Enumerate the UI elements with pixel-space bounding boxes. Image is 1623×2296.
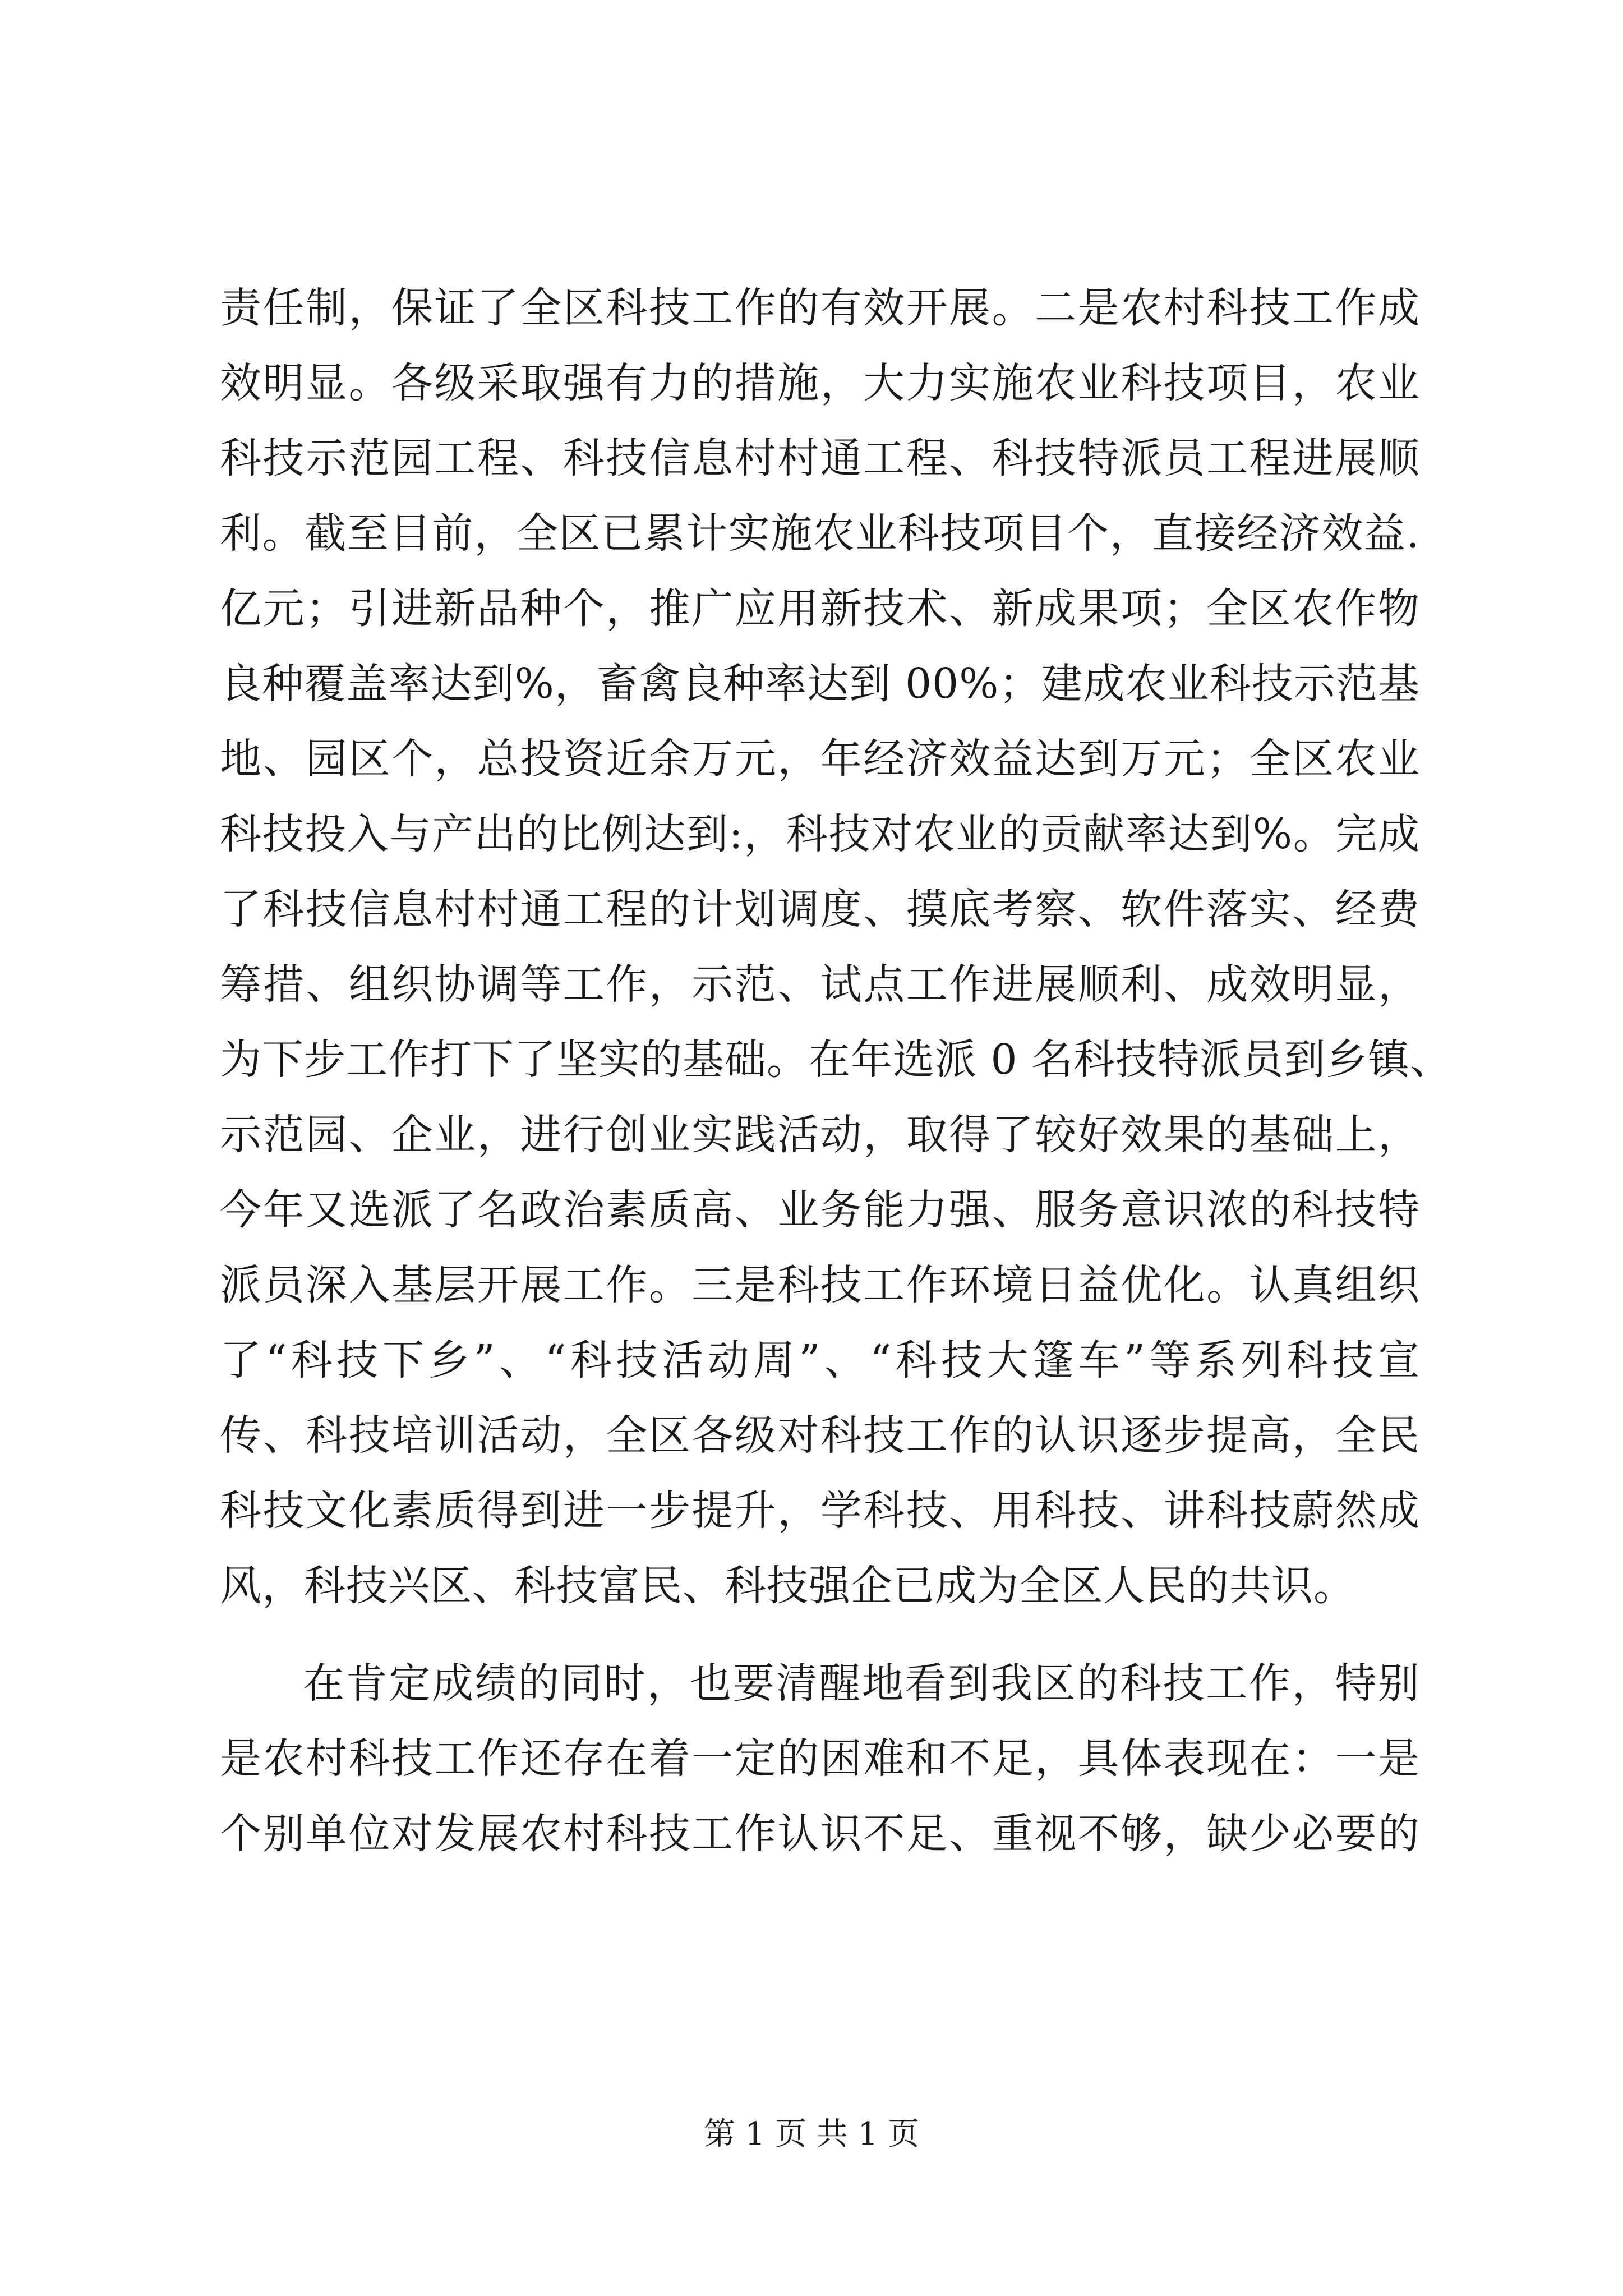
text-line: 示范园、企业，进行创业实践活动，取得了较好效果的基础上， [220,1111,1420,1159]
paragraph-gap [220,1623,1420,1646]
text-line: 地、园区个，总投资近余万元，年经济效益达到万元；全区农业 [220,735,1420,783]
text-line: 利。截至目前，全区已累计实施农业科技项目个，直接经济效益. [220,509,1420,558]
text-line: 良种覆盖率达到%，畜禽良种率达到 00%；建成农业科技示范基 [220,660,1420,708]
text-line: 科技文化素质得到进一步提升，学科技、用科技、讲科技蔚然成 [220,1487,1420,1535]
text-line: 个别单位对发展农村科技工作认识不足、重视不够，缺少必要的 [220,1810,1420,1858]
paragraph-1 [220,270,1453,1623]
text-line: 了“科技下乡”、“科技活动周”、“科技大篷车”等系列科技宣 [220,1336,1420,1384]
text-line: 责任制，保证了全区科技工作的有效开展。二是农村科技工作成 [220,284,1420,332]
text-line: 了科技信息村村通工程的计划调度、摸底考察、软件落实、经费 [220,885,1420,933]
text-line: 在肯定成绩的同时，也要清醒地看到我区的科技工作，特别 [303,1659,1420,1708]
text-line: 为下步工作打下了坚实的基础。在年选派 0 名科技特派员到乡镇、 [220,1036,1453,1084]
text-line: 传、科技培训活动，全区各级对科技工作的认识逐步提高，全民 [220,1411,1420,1460]
text-line: 效明显。各级采取强有力的措施，大力实施农业科技项目，农业 [220,359,1420,407]
text-line: 风，科技兴区、科技富民、科技强企已成为全区人民的共识。 [220,1562,1355,1610]
text-line: 亿元；引进新品种个，推广应用新技术、新成果项；全区农作物 [220,585,1420,633]
page-footer: 第 1 页 共 1 页 [703,2116,920,2152]
document-body [220,270,1453,1871]
text-line: 派员深入基层开展工作。三是科技工作环境日益优化。认真组织 [220,1261,1420,1309]
paragraph-2 [220,1646,1420,1871]
text-line: 科技投入与产出的比例达到:，科技对农业的贡献率达到%。完成 [220,810,1420,858]
text-line: 是农村科技工作还存在着一定的困难和不足，具体表现在：一是 [220,1734,1420,1783]
text-line: 科技示范园工程、科技信息村村通工程、科技特派员工程进展顺 [220,434,1420,482]
text-line: 筹措、组织协调等工作，示范、试点工作进展顺利、成效明显， [220,960,1420,1009]
text-line: 今年又选派了名政治素质高、业务能力强、服务意识浓的科技特 [220,1186,1420,1234]
